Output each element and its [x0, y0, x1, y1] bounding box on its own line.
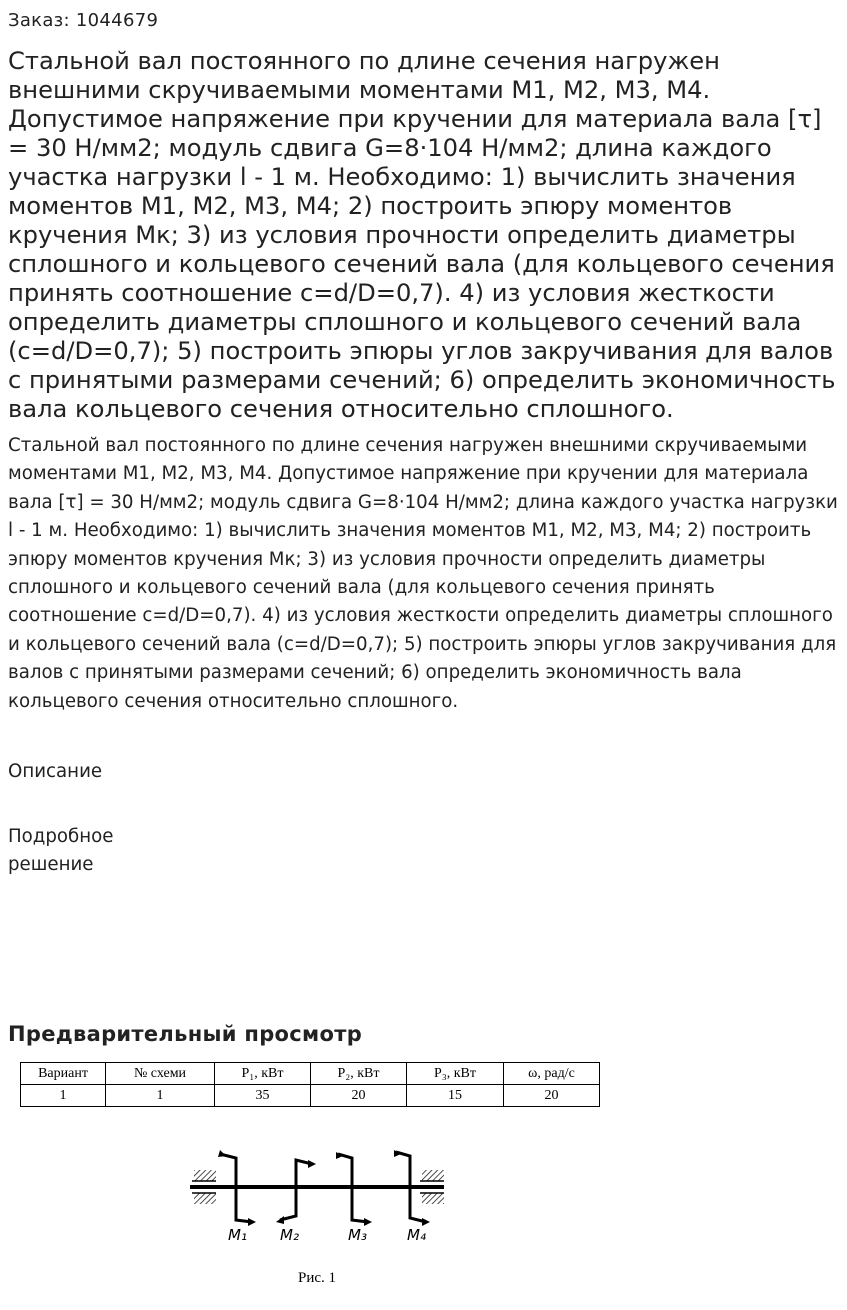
- description-label: Описание: [8, 761, 103, 782]
- solution-label: Подробное решение: [8, 826, 114, 875]
- order-number: Заказ: 1044679: [8, 10, 159, 31]
- moment-m2: [276, 1160, 316, 1224]
- table-header-cell: Вариант: [21, 1063, 106, 1085]
- table-header-cell: № схеми: [106, 1063, 215, 1085]
- table-cell: 20: [311, 1085, 407, 1107]
- table-cell: 15: [407, 1085, 504, 1107]
- moment-label-m4: M₄: [407, 1226, 426, 1244]
- preview-heading: Предварительный просмотр: [8, 1022, 363, 1046]
- table-header-cell: ω, рад/с: [504, 1063, 600, 1085]
- task-title: Стальной вал постоянного по длине сечения нагружен внешними скручиваемыми моментами М1, М2, М3, М4. Допустимое напряжение при кручении для материала вала [τ] = 30 Н/мм2; модуль сдвига G=8·104 Н/мм2; длина каждого участка нагрузки l - 1 м. Необходимо: 1) вычислить значения моментов М1, М2, М3, М4; 2) построить эпюру моментов кручения Мк; 3) из условия прочности определить диаметры сплошного и кольцевого сечений вала (для кольцевого сечения принять соотношение c=d/D=0,7). 4) из условия жесткости определить диаметры сплошного и кольцевого сечений вала (c=d/D=0,7); 5) построить эпюры углов закручивания для валов с принятыми размерами сечений; 6) определить экономичность вала кольцевого сечения относительно сплошного.: [8, 47, 836, 423]
- moment-label-m3: M₃: [348, 1226, 367, 1244]
- table-header-cell: P₃, кВт: [407, 1063, 504, 1085]
- table-header-cell: P₁, кВт: [215, 1063, 311, 1085]
- table-header-row: [21, 1063, 600, 1085]
- table-cell: 1: [21, 1085, 106, 1107]
- moment-label-m1: M₁: [228, 1226, 247, 1244]
- figure-caption: Рис. 1: [298, 1270, 337, 1286]
- table-cell: 35: [215, 1085, 311, 1107]
- variant-table: [20, 1062, 600, 1107]
- table-row: [21, 1085, 600, 1107]
- moment-label-m2: M₂: [280, 1226, 299, 1244]
- task-description-text: Стальной вал постоянного по длине сечения нагружен внешними скручиваемыми моментами М1, М2, М3, М4. Допустимое напряжение при кручении для материала вала [τ] = 30 Н/мм2; модуль сдвига G=8·104 Н/мм2; длина каждого участка нагрузки l - 1 м. Необходимо: 1) вычислить значения моментов М1, М2, М3, М4; 2) построить эпюру моментов кручения Мк; 3) из условия прочности определить диаметры сплошного и кольцевого сечений вала (для кольцевого сечения принять соотношение c=d/D=0,7). 4) из условия жесткости определить диаметры сплошного и кольцевого сечений вала (c=d/D=0,7); 5) построить эпюры углов закручивания для валов с принятыми размерами сечений; 6) определить экономичность вала кольцевого сечения относительно сплошного.: [8, 435, 838, 712]
- table-cell: 1: [106, 1085, 215, 1107]
- table-header-cell: P₂, кВт: [311, 1063, 407, 1085]
- shaft-diagram: [186, 1144, 448, 1250]
- table-cell: 20: [504, 1085, 600, 1107]
